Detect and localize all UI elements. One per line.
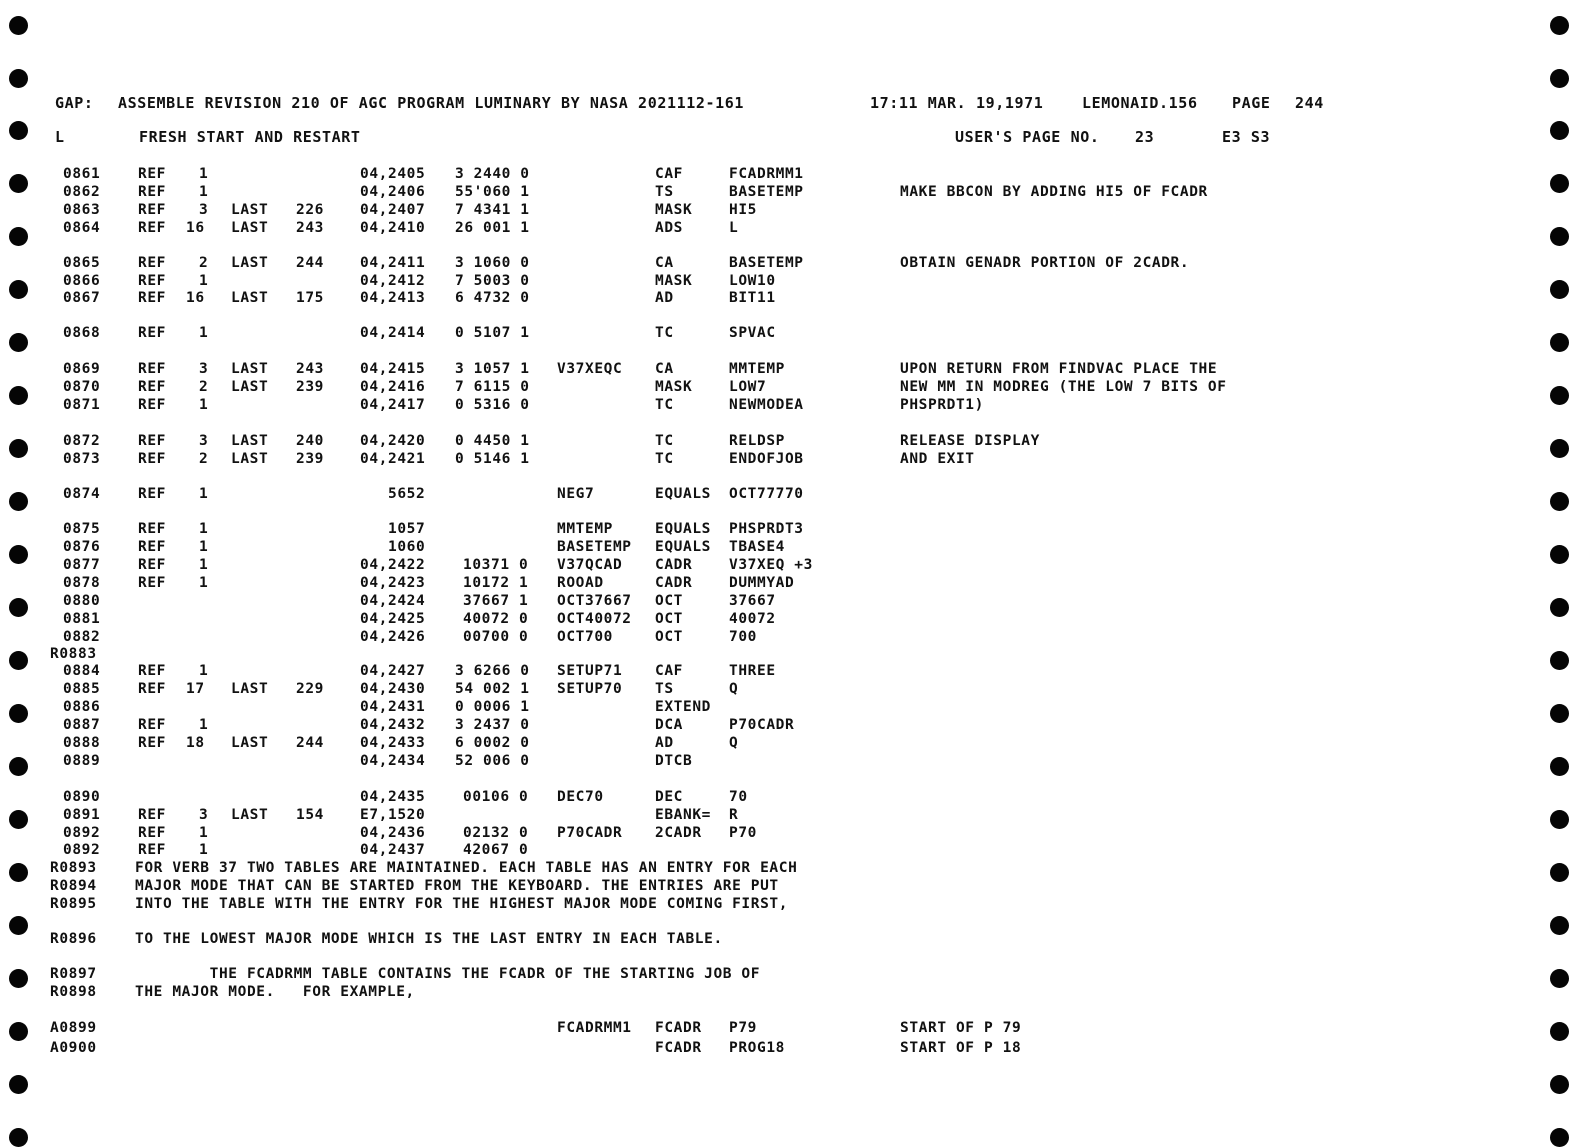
field-addr: 04,2433 <box>360 735 426 751</box>
user-page-number: 23 <box>1135 128 1155 146</box>
field-seq: 0876 <box>63 539 101 555</box>
field-last: LAST <box>231 735 269 751</box>
user-page-label: USER'S PAGE NO. <box>955 128 1100 146</box>
field-refcount: 16 <box>186 220 205 236</box>
field-addr: 04,2407 <box>360 202 426 218</box>
field-lastnum: 239 <box>296 379 324 395</box>
field-last: LAST <box>231 220 269 236</box>
field-seq: R0894 <box>50 878 97 894</box>
field-ref: REF <box>138 825 166 841</box>
field-op: CADR <box>655 575 693 591</box>
field-op: TS <box>655 681 674 697</box>
field-operand: LOW7 <box>729 379 767 395</box>
field-seq: 0872 <box>63 433 101 449</box>
field-refcount: 17 <box>186 681 205 697</box>
field-operand: OCT77770 <box>729 486 804 502</box>
field-word: 0 5107 1 <box>455 325 530 341</box>
field-seq: A0899 <box>50 1020 97 1036</box>
field-seq: R0896 <box>50 931 97 947</box>
field-last: LAST <box>231 255 269 271</box>
field-refcount: 1 <box>199 486 209 502</box>
field-word: 00700 0 <box>463 629 529 645</box>
field-op: DCA <box>655 717 683 733</box>
field-lastnum: 240 <box>296 433 324 449</box>
field-ref: REF <box>138 717 166 733</box>
field-word: 54 002 1 <box>455 681 530 697</box>
field-op: MASK <box>655 379 693 395</box>
field-addr: 04,2414 <box>360 325 426 341</box>
listing-header <box>0 94 1324 112</box>
field-op: OCT <box>655 593 683 609</box>
field-last: LAST <box>231 202 269 218</box>
field-op: TC <box>655 325 674 341</box>
field-word: 7 6115 0 <box>455 379 530 395</box>
field-op: CA <box>655 361 674 377</box>
field-operand: L <box>729 220 739 236</box>
field-label: DEC70 <box>557 789 604 805</box>
field-seq: 0884 <box>63 663 101 679</box>
field-refcount: 1 <box>199 166 209 182</box>
field-addr: 04,2413 <box>360 290 426 306</box>
field-seq: 0881 <box>63 611 101 627</box>
field-refcount: 3 <box>199 807 209 823</box>
field-comment: START OF P 79 <box>900 1020 1022 1036</box>
field-word: 3 1060 0 <box>455 255 530 271</box>
field-ref: REF <box>138 220 166 236</box>
field-addr: 04,2421 <box>360 451 426 467</box>
field-label: P70CADR <box>557 825 623 841</box>
field-ref: REF <box>138 361 166 377</box>
field-seq: A0900 <box>50 1040 97 1056</box>
field-comment: START OF P 18 <box>900 1040 1022 1056</box>
field-op: MASK <box>655 273 693 289</box>
field-seq: 0874 <box>63 486 101 502</box>
field-operand: R <box>729 807 739 823</box>
assembler-title: ASSEMBLE REVISION 210 OF AGC PROGRAM LUMINARY BY NASA 2021112-161 <box>118 94 744 112</box>
field-ref: REF <box>138 166 166 182</box>
field-seq: 0885 <box>63 681 101 697</box>
field-lastnum: 175 <box>296 290 324 306</box>
field-last: LAST <box>231 361 269 377</box>
field-refcount: 1 <box>199 717 209 733</box>
field-label: BASETEMP <box>557 539 632 555</box>
field-addr: 04,2422 <box>360 557 426 573</box>
field-op: TC <box>655 397 674 413</box>
field-op: EQUALS <box>655 486 711 502</box>
field-ref: REF <box>138 681 166 697</box>
field-op: EQUALS <box>655 539 711 555</box>
field-label: SETUP71 <box>557 663 623 679</box>
field-ref: REF <box>138 202 166 218</box>
field-addr: 04,2415 <box>360 361 426 377</box>
field-label: ROOAD <box>557 575 604 591</box>
field-op: DEC <box>655 789 683 805</box>
field-word: 10172 1 <box>463 575 529 591</box>
field-addr: 04,2411 <box>360 255 426 271</box>
field-ref: REF <box>138 433 166 449</box>
field-comment: UPON RETURN FROM FINDVAC PLACE THE <box>900 361 1218 377</box>
field-operand: THREE <box>729 663 776 679</box>
field-seq: 0870 <box>63 379 101 395</box>
field-last: LAST <box>231 290 269 306</box>
field-ref: REF <box>138 842 166 858</box>
field-seq: 0873 <box>63 451 101 467</box>
field-last: LAST <box>231 379 269 395</box>
field-seq: 0865 <box>63 255 101 271</box>
field-operand: ENDOFJOB <box>729 451 804 467</box>
field-op: CAF <box>655 166 683 182</box>
field-lastnum: 239 <box>296 451 324 467</box>
field-seq: 0878 <box>63 575 101 591</box>
field-lastnum: 243 <box>296 361 324 377</box>
field-addr: 04,2416 <box>360 379 426 395</box>
field-refcount: 3 <box>199 361 209 377</box>
field-word: 02132 0 <box>463 825 529 841</box>
field-seq: 0868 <box>63 325 101 341</box>
field-op: CAF <box>655 663 683 679</box>
field-addr: 5652 <box>388 486 426 502</box>
field-seq: 0890 <box>63 789 101 805</box>
field-operand: 40072 <box>729 611 776 627</box>
field-refcount: 1 <box>199 521 209 537</box>
field-seq: R0898 <box>50 984 97 1000</box>
field-addr: E7,1520 <box>360 807 426 823</box>
field-op: TC <box>655 433 674 449</box>
field-word: 10371 0 <box>463 557 529 573</box>
field-ref: REF <box>138 663 166 679</box>
field-addr: 04,2426 <box>360 629 426 645</box>
field-refcount: 3 <box>199 202 209 218</box>
field-word: 00106 0 <box>463 789 529 805</box>
field-lastnum: 244 <box>296 735 324 751</box>
field-label: MMTEMP <box>557 521 613 537</box>
field-op: FCADR <box>655 1040 702 1056</box>
field-lastnum: 244 <box>296 255 324 271</box>
field-comment: MAKE BBCON BY ADDING HI5 OF FCADR <box>900 184 1208 200</box>
field-label: NEG7 <box>557 486 595 502</box>
field-refcount: 1 <box>199 325 209 341</box>
field-lastnum: 154 <box>296 807 324 823</box>
field-last: LAST <box>231 807 269 823</box>
field-addr: 04,2424 <box>360 593 426 609</box>
field-operand: BASETEMP <box>729 255 804 271</box>
job-name: LEMONAID.156 <box>1082 94 1198 112</box>
field-seq: 0871 <box>63 397 101 413</box>
field-op: MASK <box>655 202 693 218</box>
field-ref: REF <box>138 397 166 413</box>
field-seq: 0862 <box>63 184 101 200</box>
field-refcount: 1 <box>199 842 209 858</box>
field-refcount: 2 <box>199 379 209 395</box>
field-addr: 1057 <box>388 521 426 537</box>
field-refcount: 1 <box>199 825 209 841</box>
field-word: 0 4450 1 <box>455 433 530 449</box>
field-operand: P79 <box>729 1020 757 1036</box>
field-addr: 04,2405 <box>360 166 426 182</box>
field-word: 7 5003 0 <box>455 273 530 289</box>
field-operand: PHSPRDT3 <box>729 521 804 537</box>
field-refcount: 1 <box>199 663 209 679</box>
field-addr: 04,2435 <box>360 789 426 805</box>
field-seq: 0867 <box>63 290 101 306</box>
field-ref: REF <box>138 255 166 271</box>
field-word: 40072 0 <box>463 611 529 627</box>
field-operand: FCADRMM1 <box>729 166 804 182</box>
field-ref: REF <box>138 486 166 502</box>
page-label: PAGE <box>1232 94 1271 112</box>
field-addr: 04,2431 <box>360 699 426 715</box>
field-last: LAST <box>231 681 269 697</box>
field-seq: R0897 <box>50 966 97 982</box>
field-operand: NEWMODEA <box>729 397 804 413</box>
field-comment: OBTAIN GENADR PORTION OF 2CADR. <box>900 255 1190 271</box>
field-ref: TO THE LOWEST MAJOR MODE WHICH IS THE LAST ENTRY IN EACH TABLE. <box>135 931 723 947</box>
field-addr: 1060 <box>388 539 426 555</box>
field-seq: R0883 <box>50 646 97 662</box>
field-op: AD <box>655 735 674 751</box>
gap-label: GAP: <box>55 94 94 112</box>
field-ref: THE MAJOR MODE. FOR EXAMPLE, <box>135 984 415 1000</box>
field-operand: PROG18 <box>729 1040 785 1056</box>
field-seq: 0886 <box>63 699 101 715</box>
field-word: 0 0006 1 <box>455 699 530 715</box>
field-comment: NEW MM IN MODREG (THE LOW 7 BITS OF <box>900 379 1227 395</box>
field-seq: 0887 <box>63 717 101 733</box>
field-ref: REF <box>138 273 166 289</box>
field-ref: REF <box>138 807 166 823</box>
field-seq: R0893 <box>50 860 97 876</box>
field-refcount: 3 <box>199 433 209 449</box>
field-label: V37QCAD <box>557 557 623 573</box>
field-addr: 04,2436 <box>360 825 426 841</box>
field-word: 42067 0 <box>463 842 529 858</box>
field-op: EBANK= <box>655 807 711 823</box>
field-seq: 0892 <box>63 842 101 858</box>
field-label: FCADRMM1 <box>557 1020 632 1036</box>
field-refcount: 1 <box>199 539 209 555</box>
field-comment: AND EXIT <box>900 451 975 467</box>
field-operand: Q <box>729 735 739 751</box>
field-last: LAST <box>231 433 269 449</box>
field-op: OCT <box>655 611 683 627</box>
field-ref: REF <box>138 451 166 467</box>
field-label: OCT40072 <box>557 611 632 627</box>
field-addr: 04,2430 <box>360 681 426 697</box>
field-op: TC <box>655 451 674 467</box>
field-seq: 0866 <box>63 273 101 289</box>
field-seq: 0880 <box>63 593 101 609</box>
field-addr: 04,2406 <box>360 184 426 200</box>
field-operand: SPVAC <box>729 325 776 341</box>
field-ref: REF <box>138 379 166 395</box>
field-op: CA <box>655 255 674 271</box>
listing-flag: L <box>55 128 65 146</box>
field-ref: REF <box>138 575 166 591</box>
field-seq: 0892 <box>63 825 101 841</box>
field-op: TS <box>655 184 674 200</box>
field-seq: 0891 <box>63 807 101 823</box>
timestamp: 17:11 MAR. 19,1971 <box>870 94 1044 112</box>
section-title: FRESH START AND RESTART <box>139 128 361 146</box>
field-refcount: 18 <box>186 735 205 751</box>
field-word: 0 5146 1 <box>455 451 530 467</box>
field-label: V37XEQC <box>557 361 623 377</box>
field-op: 2CADR <box>655 825 702 841</box>
field-ref: REF <box>138 557 166 573</box>
listing-subheader <box>0 128 1271 146</box>
field-ref: REF <box>138 539 166 555</box>
field-label: SETUP70 <box>557 681 623 697</box>
field-word: 6 0002 0 <box>455 735 530 751</box>
field-operand: HI5 <box>729 202 757 218</box>
field-addr: 04,2437 <box>360 842 426 858</box>
field-ref: REF <box>138 521 166 537</box>
field-op: EXTEND <box>655 699 711 715</box>
field-seq: 0864 <box>63 220 101 236</box>
field-op: FCADR <box>655 1020 702 1036</box>
field-addr: 04,2410 <box>360 220 426 236</box>
field-word: 3 6266 0 <box>455 663 530 679</box>
field-addr: 04,2417 <box>360 397 426 413</box>
field-comment: PHSPRDT1) <box>900 397 984 413</box>
field-operand: 70 <box>729 789 748 805</box>
field-ref: THE FCADRMM TABLE CONTAINS THE FCADR OF THE STARTING JOB OF <box>135 966 761 982</box>
field-seq: 0889 <box>63 753 101 769</box>
field-label: OCT700 <box>557 629 613 645</box>
field-operand: Q <box>729 681 739 697</box>
field-operand: V37XEQ +3 <box>729 557 813 573</box>
field-seq: 0869 <box>63 361 101 377</box>
field-op: OCT <box>655 629 683 645</box>
field-seq: 0863 <box>63 202 101 218</box>
field-op: AD <box>655 290 674 306</box>
field-seq: 0877 <box>63 557 101 573</box>
field-refcount: 1 <box>199 575 209 591</box>
field-seq: 0882 <box>63 629 101 645</box>
field-operand: BASETEMP <box>729 184 804 200</box>
field-word: 7 4341 1 <box>455 202 530 218</box>
field-word: 55'060 1 <box>455 184 530 200</box>
field-label: OCT37667 <box>557 593 632 609</box>
field-word: 3 2437 0 <box>455 717 530 733</box>
field-op: ADS <box>655 220 683 236</box>
field-comment: RELEASE DISPLAY <box>900 433 1040 449</box>
field-addr: 04,2425 <box>360 611 426 627</box>
field-refcount: 1 <box>199 184 209 200</box>
field-op: EQUALS <box>655 521 711 537</box>
field-refcount: 1 <box>199 397 209 413</box>
field-addr: 04,2434 <box>360 753 426 769</box>
field-word: 26 001 1 <box>455 220 530 236</box>
field-operand: 700 <box>729 629 757 645</box>
field-refcount: 16 <box>186 290 205 306</box>
field-addr: 04,2420 <box>360 433 426 449</box>
field-word: 3 2440 0 <box>455 166 530 182</box>
field-refcount: 1 <box>199 557 209 573</box>
field-addr: 04,2423 <box>360 575 426 591</box>
field-seq: R0895 <box>50 896 97 912</box>
field-ref: FOR VERB 37 TWO TABLES ARE MAINTAINED. EACH TABLE HAS AN ENTRY FOR EACH <box>135 860 798 876</box>
field-op: CADR <box>655 557 693 573</box>
field-operand: LOW10 <box>729 273 776 289</box>
field-seq: 0888 <box>63 735 101 751</box>
field-ref: REF <box>138 325 166 341</box>
field-refcount: 2 <box>199 255 209 271</box>
field-lastnum: 243 <box>296 220 324 236</box>
field-ref: REF <box>138 184 166 200</box>
field-operand: RELDSP <box>729 433 785 449</box>
field-operand: TBASE4 <box>729 539 785 555</box>
field-addr: 04,2412 <box>360 273 426 289</box>
field-ref: MAJOR MODE THAT CAN BE STARTED FROM THE KEYBOARD. THE ENTRIES ARE PUT <box>135 878 779 894</box>
field-refcount: 2 <box>199 451 209 467</box>
field-word: 37667 1 <box>463 593 529 609</box>
field-addr: 04,2427 <box>360 663 426 679</box>
field-seq: 0861 <box>63 166 101 182</box>
field-word: 3 1057 1 <box>455 361 530 377</box>
field-ref: REF <box>138 290 166 306</box>
field-operand: P70 <box>729 825 757 841</box>
page-number: 244 <box>1295 94 1324 112</box>
field-operand: P70CADR <box>729 717 795 733</box>
field-operand: 37667 <box>729 593 776 609</box>
field-operand: DUMMYAD <box>729 575 795 591</box>
page-code: E3 S3 <box>1222 128 1271 146</box>
field-operand: MMTEMP <box>729 361 785 377</box>
field-seq: 0875 <box>63 521 101 537</box>
field-operand: BIT11 <box>729 290 776 306</box>
field-op: DTCB <box>655 753 693 769</box>
field-last: LAST <box>231 451 269 467</box>
field-word: 6 4732 0 <box>455 290 530 306</box>
field-lastnum: 226 <box>296 202 324 218</box>
field-ref: INTO THE TABLE WITH THE ENTRY FOR THE HIGHEST MAJOR MODE COMING FIRST, <box>135 896 789 912</box>
field-word: 0 5316 0 <box>455 397 530 413</box>
field-refcount: 1 <box>199 273 209 289</box>
field-lastnum: 229 <box>296 681 324 697</box>
field-addr: 04,2432 <box>360 717 426 733</box>
field-ref: REF <box>138 735 166 751</box>
field-word: 52 006 0 <box>455 753 530 769</box>
